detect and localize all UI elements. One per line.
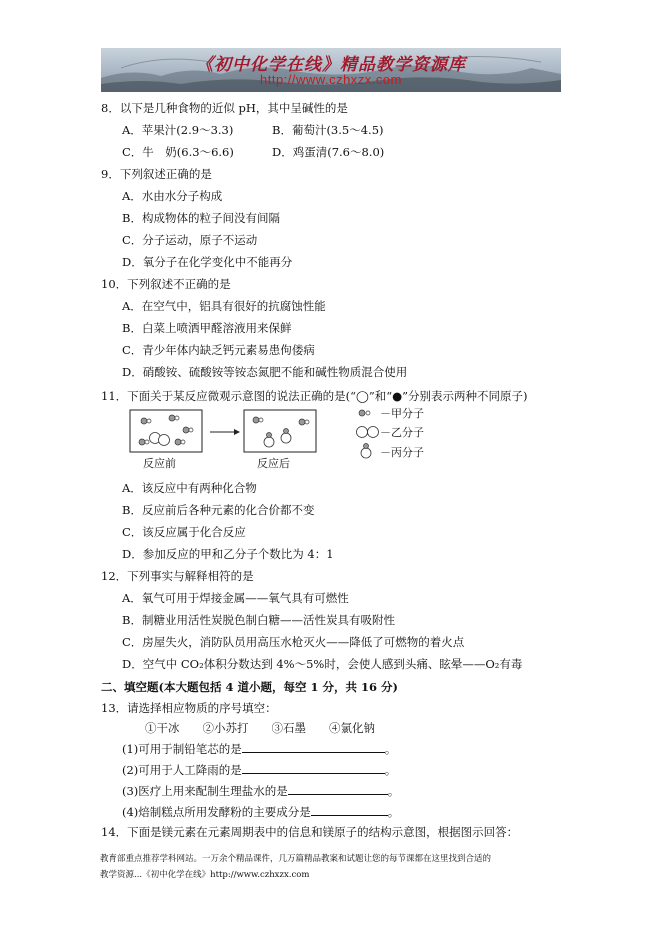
q10-option-b: B．白菜上喷洒甲醛溶液用来保鲜 — [122, 321, 292, 335]
q14-stem: 14．下面是镁元素在元素周期表中的信息和镁原子的结构示意图，根据图示回答： — [101, 825, 519, 839]
label-after: 反应后 — [257, 457, 290, 470]
q13-stem: 13．请选择相应物质的序号填空： — [101, 701, 277, 715]
q8-option-a: A．苹果汁(2.9～3.3) — [122, 123, 234, 137]
q12-option-b: B．制糖业用活性炭脱色制白糖——活性炭具有吸附性 — [122, 613, 395, 627]
banner-title: 《初中化学在线》精品教学资源库 — [196, 55, 466, 75]
q10-option-c: C．青少年体内缺乏钙元素易患佝偻病 — [122, 343, 315, 357]
legend-b-icon — [357, 427, 379, 438]
reaction-diagram — [126, 408, 526, 472]
q9-stem: 9．下列叙述正确的是 — [101, 167, 212, 181]
q8-option-c: C．牛 奶(6.3～6.6) — [122, 145, 234, 159]
q10-stem: 10．下列叙述不正确的是 — [101, 277, 231, 291]
q10-option-a: A．在空气中，铝具有很好的抗腐蚀性能 — [122, 299, 326, 313]
q11-stem: 11．下面关于某反应微观示意图的说法正确的是(“◯”和“●”分别表示两种不同原子) — [101, 389, 528, 403]
q13-sub3-text: (3)医疗上用来配制生理盐水的是 — [122, 784, 288, 798]
q13-sub4-text: (4)焙制糕点所用发酵粉的主要成分是 — [122, 805, 311, 819]
q9-option-a: A．水由水分子构成 — [122, 189, 223, 203]
q12-stem: 12．下列事实与解释相符的是 — [101, 569, 254, 583]
q13-blank-2[interactable] — [242, 762, 385, 774]
footer-line-1: 教育部重点推荐学科网站。一万余个精品课件，几万篇精品教案和试题让您的每节课都在这里找到合适的 — [100, 854, 492, 864]
q13-sub2-text: (2)可用于人工降雨的是 — [122, 763, 242, 777]
q11-option-a: A．该反应中有两种化合物 — [122, 481, 257, 495]
legend-a-label: －甲分子 — [380, 407, 424, 420]
q13-sub1-text: (1)可用于制铅笔芯的是 — [122, 742, 242, 756]
q9-option-b: B．构成物体的粒子间没有间隔 — [122, 211, 280, 225]
q13-sub3: (3)医疗上用来配制生理盐水的是 。 — [122, 784, 400, 798]
label-before: 反应前 — [143, 457, 176, 470]
q13-blank-4[interactable] — [311, 804, 388, 816]
q8-option-b: B．葡萄汁(3.5～4.5) — [272, 123, 384, 137]
q12-option-c: C．房屋失火，消防队员用高压水枪灭火——降低了可燃物的着火点 — [122, 635, 465, 649]
section2-title: 二、填空题(本大题包括 4 道小题，每空 1 分，共 16 分) — [101, 680, 398, 694]
legend-c-label: －丙分子 — [380, 446, 424, 459]
q10-option-d: D．硝酸铵、硫酸铵等铵态氮肥不能和碱性物质混合使用 — [122, 365, 408, 379]
q9-option-c: C．分子运动，原子不运动 — [122, 233, 258, 247]
q13-sub4: (4)焙制糕点所用发酵粉的主要成分是 。 — [122, 805, 400, 819]
banner-url[interactable]: http://www.czhxzx.com — [260, 72, 402, 87]
legend-b-label: －乙分子 — [380, 426, 424, 439]
legend-a-icon — [359, 410, 370, 416]
q13-blank-1[interactable] — [242, 741, 385, 753]
q13-sub1: (1)可用于制铅笔芯的是 。 — [122, 742, 397, 756]
q13-options: ①干冰 ②小苏打 ③石墨 ④氯化钠 — [145, 721, 375, 735]
q12-option-a: A．氧气可用于焊接金属——氧气具有可燃性 — [122, 591, 349, 605]
q13-sub2: (2)可用于人工降雨的是 。 — [122, 763, 397, 777]
q8-option-d: D．鸡蛋清(7.6～8.0) — [272, 145, 385, 159]
footer-line-2[interactable]: 教学资源...《初中化学在线》http://www.czhxzx.com — [100, 870, 310, 880]
header-banner — [101, 48, 561, 92]
q9-option-d: D．氧分子在化学变化中不能再分 — [122, 255, 293, 269]
box-after — [244, 410, 316, 452]
q8-stem: 8．以下是几种食物的近似 pH，其中呈碱性的是 — [101, 101, 348, 115]
legend-c-icon — [361, 444, 371, 459]
q11-option-d: D．参加反应的甲和乙分子个数比为 4：1 — [122, 547, 334, 561]
q12-option-d: D．空气中 CO₂体积分数达到 4%～5%时，会使人感到头痛、眩晕——O₂有毒 — [122, 657, 523, 671]
q11-option-c: C．该反应属于化合反应 — [122, 525, 246, 539]
q13-blank-3[interactable] — [288, 783, 388, 795]
q11-option-b: B．反应前后各种元素的化合价都不变 — [122, 503, 315, 517]
